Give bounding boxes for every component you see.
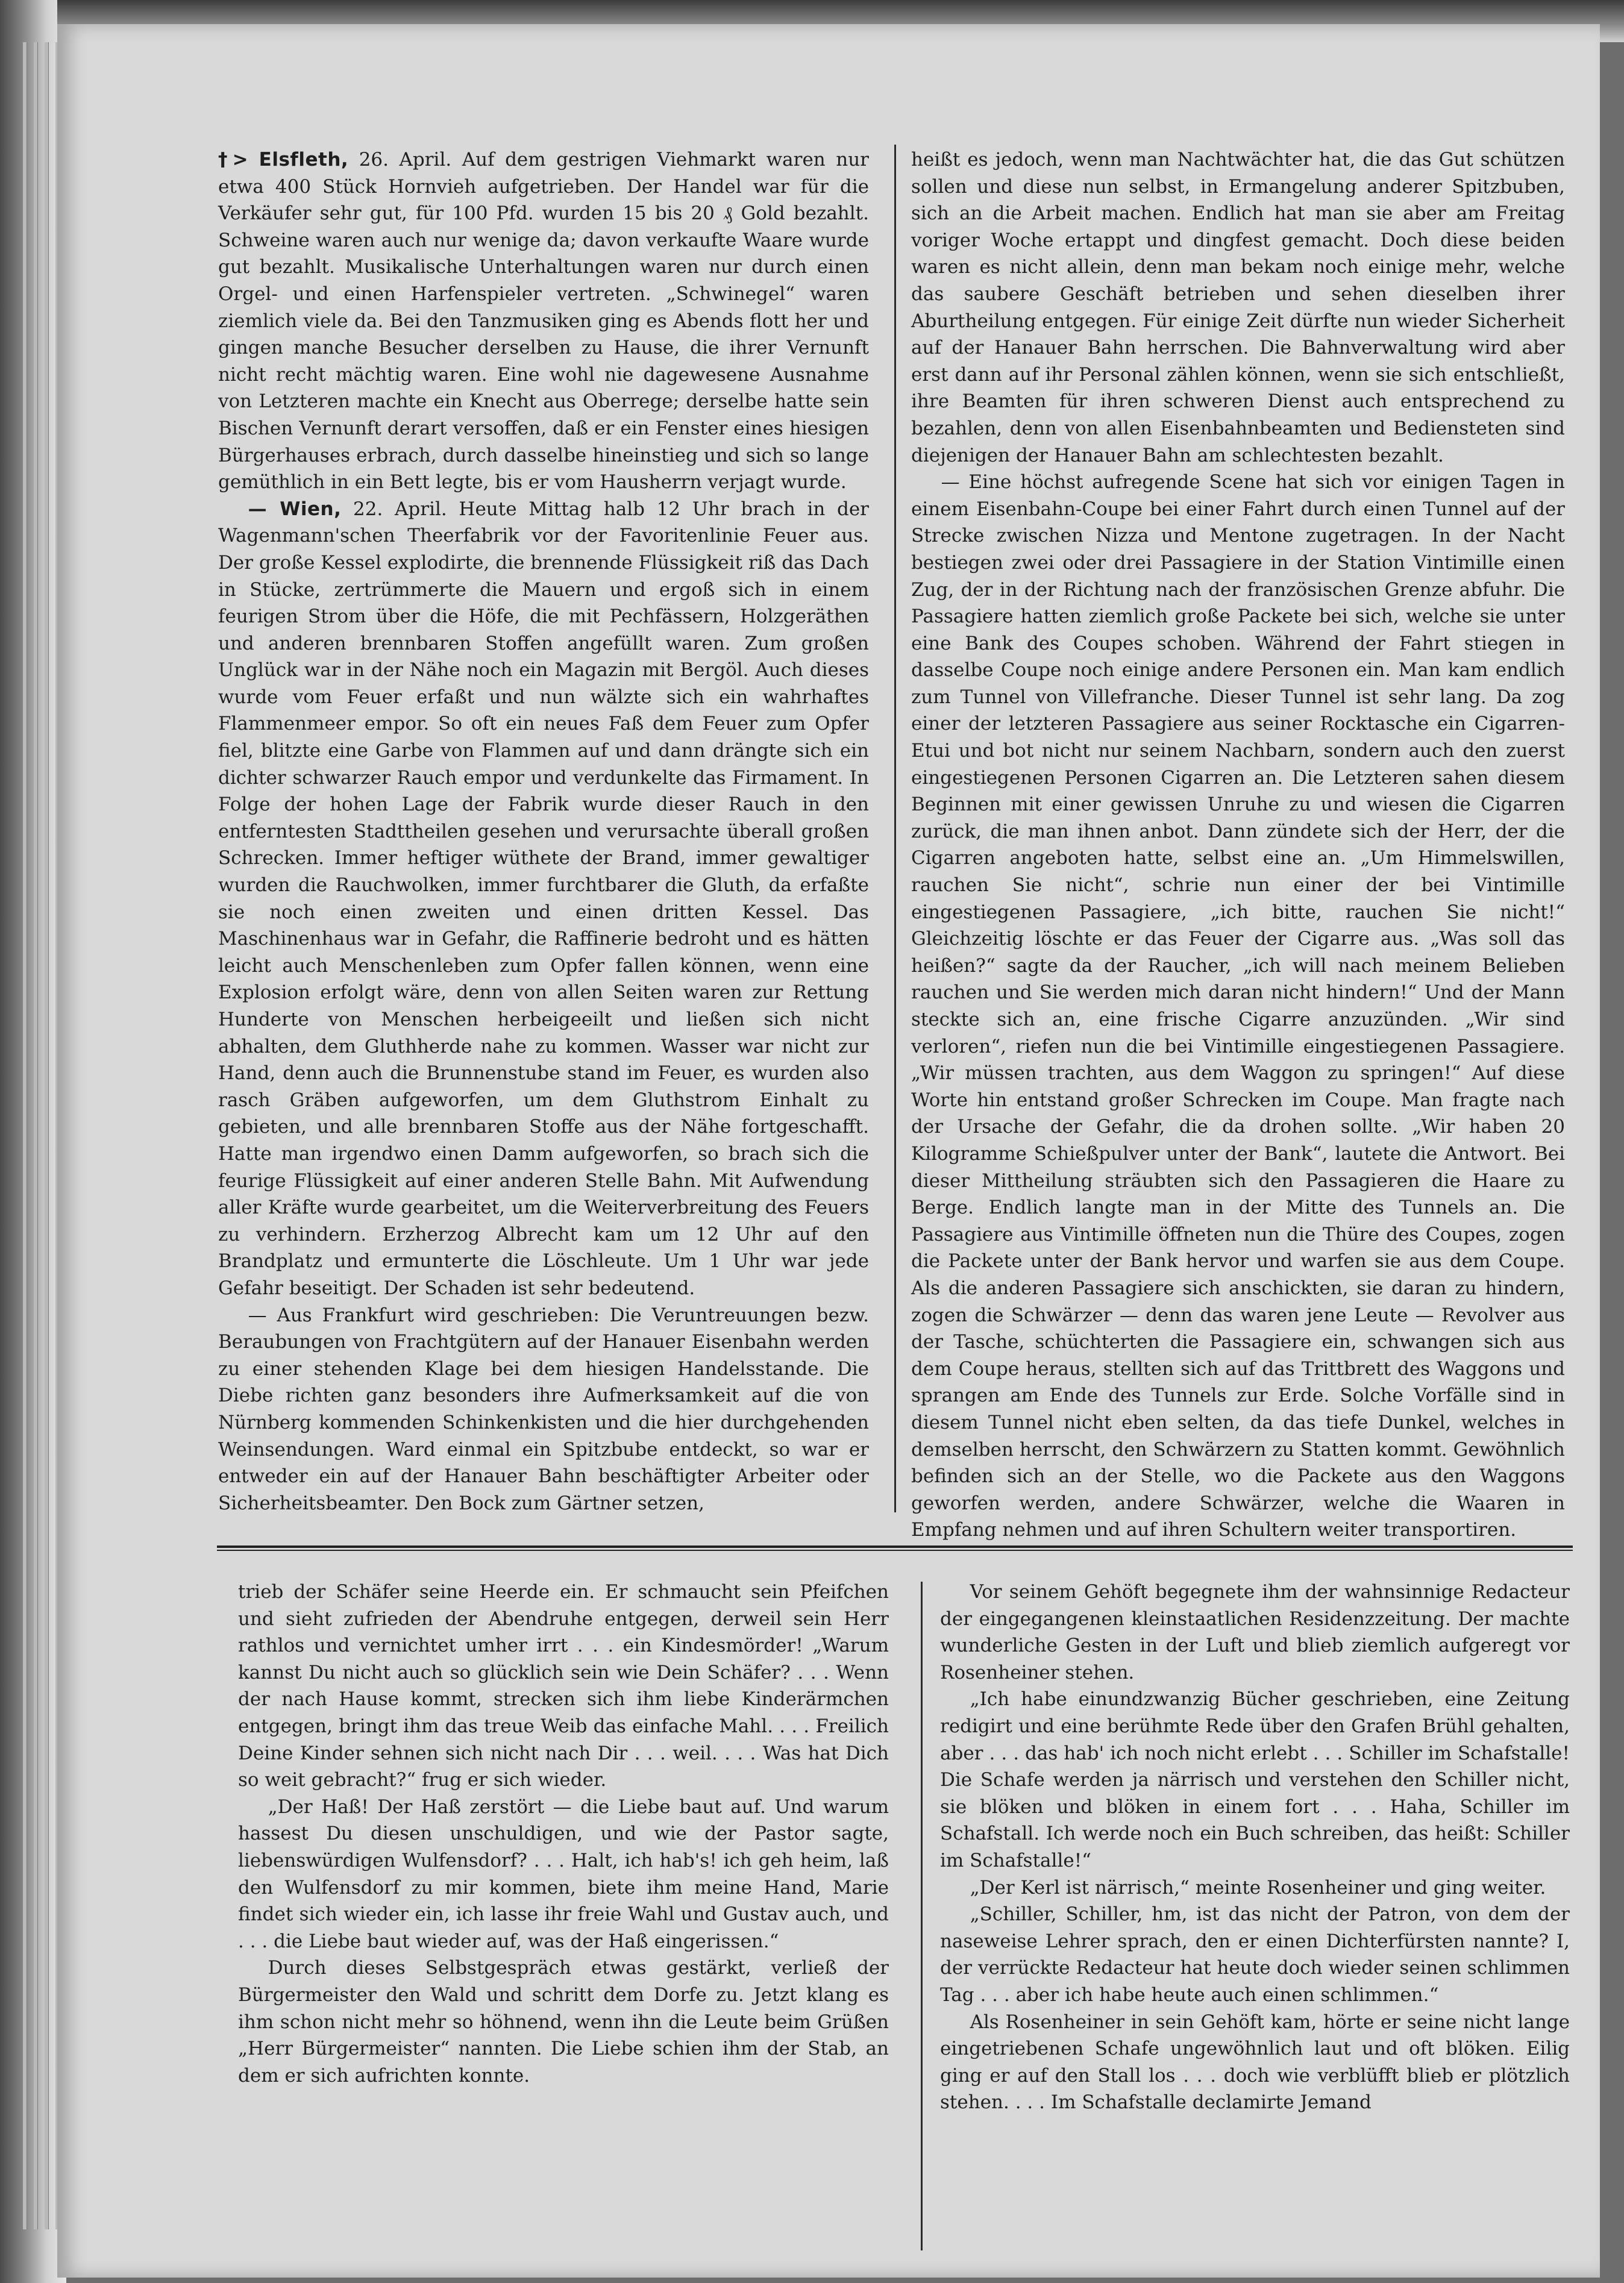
feuilleton-paragraph: trieb der Schäfer seine Heerde ein. Er schmaucht sein Pfeifchen und sieht zufrieden der Abendruhe entgegen, derweil sein Herr rathlos und vernichtet umher irrt . . . ein Kindesmörder! „Warum kannst Du nicht auch so glücklich sein wie Dein Schäfer? . . . Wenn der nach Hause kommt, strecken sich ihm liebe Kinderärmchen entgegen, bringt ihm das treue Weib das einfache Mahl. . . . Freilich Deine Kinder sehnen sich nicht nach Dir . . . weil. . . . Was hat Dich so weit gebracht?“ frug er sich wieder. xyxy=(238,1581,889,1791)
section-divider xyxy=(217,1545,1573,1551)
news-text-elsfleth: 26. April. Auf dem gestrigen Viehmarkt waren nur etwa 400 Stück Hornvieh aufgetrieben. Der Handel war für die Verkäufer sehr gut, für 100 Pfd. wurden 15 bis 20 ₰ Gold bezahlt. Schweine waren auch nur wenige da; davon verkaufte Waare wurde gut bezahlt. Musikalische Unterhaltungen waren nur durch einen Orgel- und einen Harfenspieler vertreten. „Schwinegel“ waren ziemlich viele da. Bei den Tanzmusiken ging es Abends flott her und gingen manche Besucher derselben zu Hause, die ihrer Vernunft nicht recht mächtig waren. Eine wohl nie dagewesene Ausnahme von Letzteren machte ein Knecht aus Oberrege; derselbe hatte sein Bischen Vernunft derart versoffen, daß er ein Fenster eines hiesigen Bürgerhauses erbrach, durch dasselbe hineinstieg und sich so lange gemüthlich in ein Bett legte, bis er vom Hausherrn verjagt wurde. xyxy=(218,149,870,493)
feuilleton-paragraph: Vor seinem Gehöft begegnete ihm der wahnsinnige Redacteur der eingegangenen kleinstaatlichen Residenzzeitung. Der machte wunderliche Gesten in der Luft und blieb ziemlich aufgeregt vor Rosenheiner stehen. xyxy=(940,1581,1570,1683)
page-edge xyxy=(23,42,27,2229)
page-edge xyxy=(34,42,38,2229)
book-page-stack xyxy=(0,0,66,2283)
dateline-wien: — Wien, xyxy=(248,498,342,520)
feuilleton-paragraph: „Der Kerl ist närrisch,“ meinte Rosenheiner und ging weiter. xyxy=(970,1876,1546,1899)
feuilleton-paragraph: „Der Haß! Der Haß zerstört — die Liebe baut auf. Und warum hassest Du diesen unschuldigen, und wie der Pastor sagte, liebenswürdigen Wulfensdorf? . . . Halt, ich hab's! ich geh heim, laß den Wulfensdorf zu mir kommen, biete ihm meine Hand, Marie findet sich wieder ein, ich lasse ihr freie Wahl und Gustav auch, und . . . die Liebe baut wieder auf, was der Haß eingerissen.“ xyxy=(238,1796,889,1952)
column-divider xyxy=(894,145,896,1512)
news-item-frankfurt: — Aus Frankfurt wird geschrieben: Die Veruntreuungen bezw. Beraubungen von Frachtgütern auf der Hanauer Eisenbahn werden zu einer stehenden Klage bei dem hiesigen Handelsstande. Die Diebe richten ganz besonders ihre Aufmerksamkeit auf die von Nürnberg kommenden Schinkenkisten und die hier durchgehenden Weinsendungen. Ward einmal ein Spitzbube entdeckt, so war er entweder ein auf der Hanauer Bahn beschäftigter Arbeiter oder Sicherheitsbeamter. Den Bock zum Gärtner setzen, xyxy=(218,1304,869,1514)
column-divider xyxy=(921,1582,923,2250)
dateline-marker: †> xyxy=(218,149,249,171)
page-edge xyxy=(45,42,49,2229)
news-column-left xyxy=(218,146,869,1517)
news-item-tunnel: — Eine höchst aufregende Scene hat sich vor einigen Tagen in einem Eisenbahn-Coupe bei einer Fahrt durch einen Tunnel auf der Strecke zwischen Nizza und Mentone zugetragen. In der Nacht bestiegen zwei oder drei Passagiere in der Station Vintimille einen Zug, der in der Richtung nach der französischen Grenze abfuhr. Die Passagiere hatten ziemlich große Packete bei sich, welche sie unter eine Bank des Coupes schoben. Während der Fahrt stiegen in dasselbe Coupe noch einige andere Personen ein. Man kam endlich zum Tunnel von Villefranche. Dieser Tunnel ist sehr lang. Da zog einer der letzteren Passagiere aus seiner Rocktasche ein Cigarren-Etui und bot nicht nur seinem Nachbarn, sondern auch den zuerst eingestiegenen Personen Cigarren an. Die Letzteren sahen diesem Beginnen mit einer gewissen Unruhe zu und wiesen die Cigarren zurück, die man ihnen anbot. Dann zündete sich der Herr, der die Cigarren angeboten hatte, selbst eine an. „Um Himmelswillen, rauchen Sie nicht“, schrie nun einer der bei Vintimille eingestiegenen Passagiere, „ich bitte, rauchen Sie nicht!“ Gleichzeitig löschte er das Feuer der Cigarre aus. „Was soll das heißen?“ sagte da der Raucher, „ich will nach meinem Belieben rauchen und Sie werden mich daran nicht hindern!“ Und der Mann steckte sich an, eine frische Cigarre anzuzünden. „Wir sind verloren“, riefen nun die bei Vintimille eingestiegenen Passagiere. „Wir müssen trachten, aus dem Waggon zu springen!“ Auf diese Worte hin entstand großer Schrecken im Coupe. Man fragte nach der Ursache der Gefahr, die da drohen sollte. „Wir haben 20 Kilogramme Schießpulver unter der Bank“, lautete die Antwort. Bei dieser Mittheilung sträubten sich den Passagieren die Haare zu Berge. Endlich langte man in der Mitte des Tunnels an. Die Passagiere aus Vintimille öffneten nun die Thüre des Coupes, zogen die Packete unter der Bank hervor und warfen sie aus dem Coupe. Als die anderen Passagiere sich anschickten, sie daran zu hindern, zogen die Schwärzer — denn das waren jene Leute — Revolver aus der Tasche, schüchterten die Passagiere ein, schwangen sich aus dem Coupe heraus, stellten sich auf das Trittbrett des Waggons und sprangen am Ende des Tunnels zur Erde. Solche Vorfälle sind in diesem Tunnel nicht eben selten, da das tiefe Dunkel, welches in demselben herrscht, den Schwärzern zu Statten kommt. Gewöhnlich befinden sich an der Stelle, wo die Packete aus den Waggons geworfen werden, andere Schwärzer, welche die Waaren in Empfang nehmen und auf ihren Schultern weiter transportiren. xyxy=(911,471,1565,1541)
news-item-elsfleth xyxy=(218,146,869,496)
feuilleton-column-left xyxy=(238,1579,889,2089)
news-item-wien xyxy=(218,496,869,1302)
feuilleton-paragraph: „Ich habe einundzwanzig Bücher geschrieben, eine Zeitung redigirt und eine berühmte Rede über den Grafen Brühl gehalten, aber . . . das hab' ich noch nicht erlebt . . . Schiller im Schafstalle! Die Schafe werden ja närrisch und verstehen den Schiller nicht, sie blöken und blöken in einem fort . . . Haha, Schiller im Schafstall. Ich werde noch ein Buch schreiben, das heißt: Schiller im Schafstalle!“ xyxy=(940,1688,1570,1871)
feuilleton-paragraph: Als Rosenheiner in sein Gehöft kam, hörte er seine nicht lange eingetriebenen Schafe ungewöhnlich laut und oft blöken. Eilig ging er auf den Stall los . . . doch wie verblüfft blieb er plötzlich stehen. . . . Im Schafstalle declamirte Jemand xyxy=(940,2011,1570,2114)
news-text-wien: 22. April. Heute Mittag halb 12 Uhr brach in der Wagenmann'schen Theerfabrik vor der Favoritenlinie Feuer aus. Der große Kessel explodirte, die brennende Flüssigkeit riß das Dach in Stücke, zertrümmerte die Mauern und ergoß sich in einem feurigen Strom über die Höfe, die mit Pechfässern, Holzgeräthen und anderen brennbaren Stoffen angefüllt waren. Zum großen Unglück war in der Nähe noch ein Magazin mit Bergöl. Auch dieses wurde vom Feuer erfaßt und nun wälzte sich ein wahrhaftes Flammenmeer empor. So oft ein neues Faß dem Feuer zum Opfer fiel, blitzte eine Garbe von Flammen auf und dann drängte sich ein dichter schwarzer Rauch empor und verdunkelte das Firmament. In Folge der hohen Lage der Fabrik wurde dieser Rauch in den entferntesten Stadttheilen gesehen und verursachte überall großen Schrecken. Immer heftiger wüthete der Brand, immer gewaltiger wurden die Rauchwolken, immer furchtbarer die Gluth, da erfaßte sie noch einen zweiten und einen dritten Kessel. Das Maschinenhaus war in Gefahr, die Raffinerie bedroht und es hätten leicht auch Menschenleben zum Opfer fallen können, wenn eine Explosion erfolgt wäre, denn von allen Seiten waren zur Rettung Hunderte von Menschen herbeigeeilt und ließen sich nicht abhalten, dem Gluthherde nahe zu kommen. Wasser war nicht zur Hand, denn auch die Brunnenstube stand im Feuer, es wurden also rasch Gräben aufgeworfen, um dem Gluthstrom Einhalt zu gebieten, und alle brennbaren Stoffe aus der Nähe fortgeschafft. Hatte man irgendwo einen Damm aufgeworfen, so brach sich die feurige Flüssigkeit auf einer anderen Stelle Bahn. Mit Aufwendung aller Kräfte wurde gearbeitet, um die Weiterverbreitung des Feuers zu verhindern. Erzherzog Albrecht kam um 12 Uhr auf den Brandplatz und ermunterte die Löschleute. Um 1 Uhr war jede Gefahr beseitigt. Der Schaden ist sehr bedeutend. xyxy=(218,498,870,1299)
feuilleton-column-right xyxy=(940,1579,1570,2116)
dateline-elsfleth: Elsfleth, xyxy=(259,149,349,171)
feuilleton-paragraph: „Schiller, Schiller, hm, ist das nicht der Patron, von dem der naseweise Lehrer sprach, den er einen Dichterfürsten nannte? I, der verrückte Redacteur hat heute doch wieder seinen schlimmen Tag . . . aber ich habe heute auch einen schlimmen.“ xyxy=(940,1903,1570,2006)
news-text-frankfurt-cont: heißt es jedoch, wenn man Nachtwächter hat, die das Gut schützen sollen und diese nun selbst, in Ermangelung anderer Spitzbuben, sich an die Arbeit machen. Endlich hat man sie aber am Freitag voriger Woche ertappt und dingfest gemacht. Doch diese beiden waren es nicht allein, denn man bekam noch einige mehr, welche das saubere Geschäft betrieben und sehen dieselben ihrer Aburtheilung entgegen. Für einige Zeit dürfte nun wieder Sicherheit auf der Hanauer Bahn herrschen. Die Bahnverwaltung wird aber erst dann auf ihr Personal zählen können, wenn sie sich entschließt, ihre Beamten für ihren schweren Dienst auch entsprechend zu bezahlen, denn von allen Eisenbahnbeamten und Bediensteten sind diejenigen der Hanauer Bahn am schlechtesten bezahlt. xyxy=(911,149,1565,466)
news-column-right xyxy=(911,146,1565,1544)
feuilleton-paragraph: Durch dieses Selbstgespräch etwas gestärkt, verließ der Bürgermeister den Wald und schritt dem Dorfe zu. Jetzt klang es ihm schon nicht mehr so höhnend, wenn ihn die Leute beim Grüßen „Herr Bürgermeister“ nannten. Die Liebe schien ihm der Stab, an dem er sich aufrichten konnte. xyxy=(238,1957,889,2087)
